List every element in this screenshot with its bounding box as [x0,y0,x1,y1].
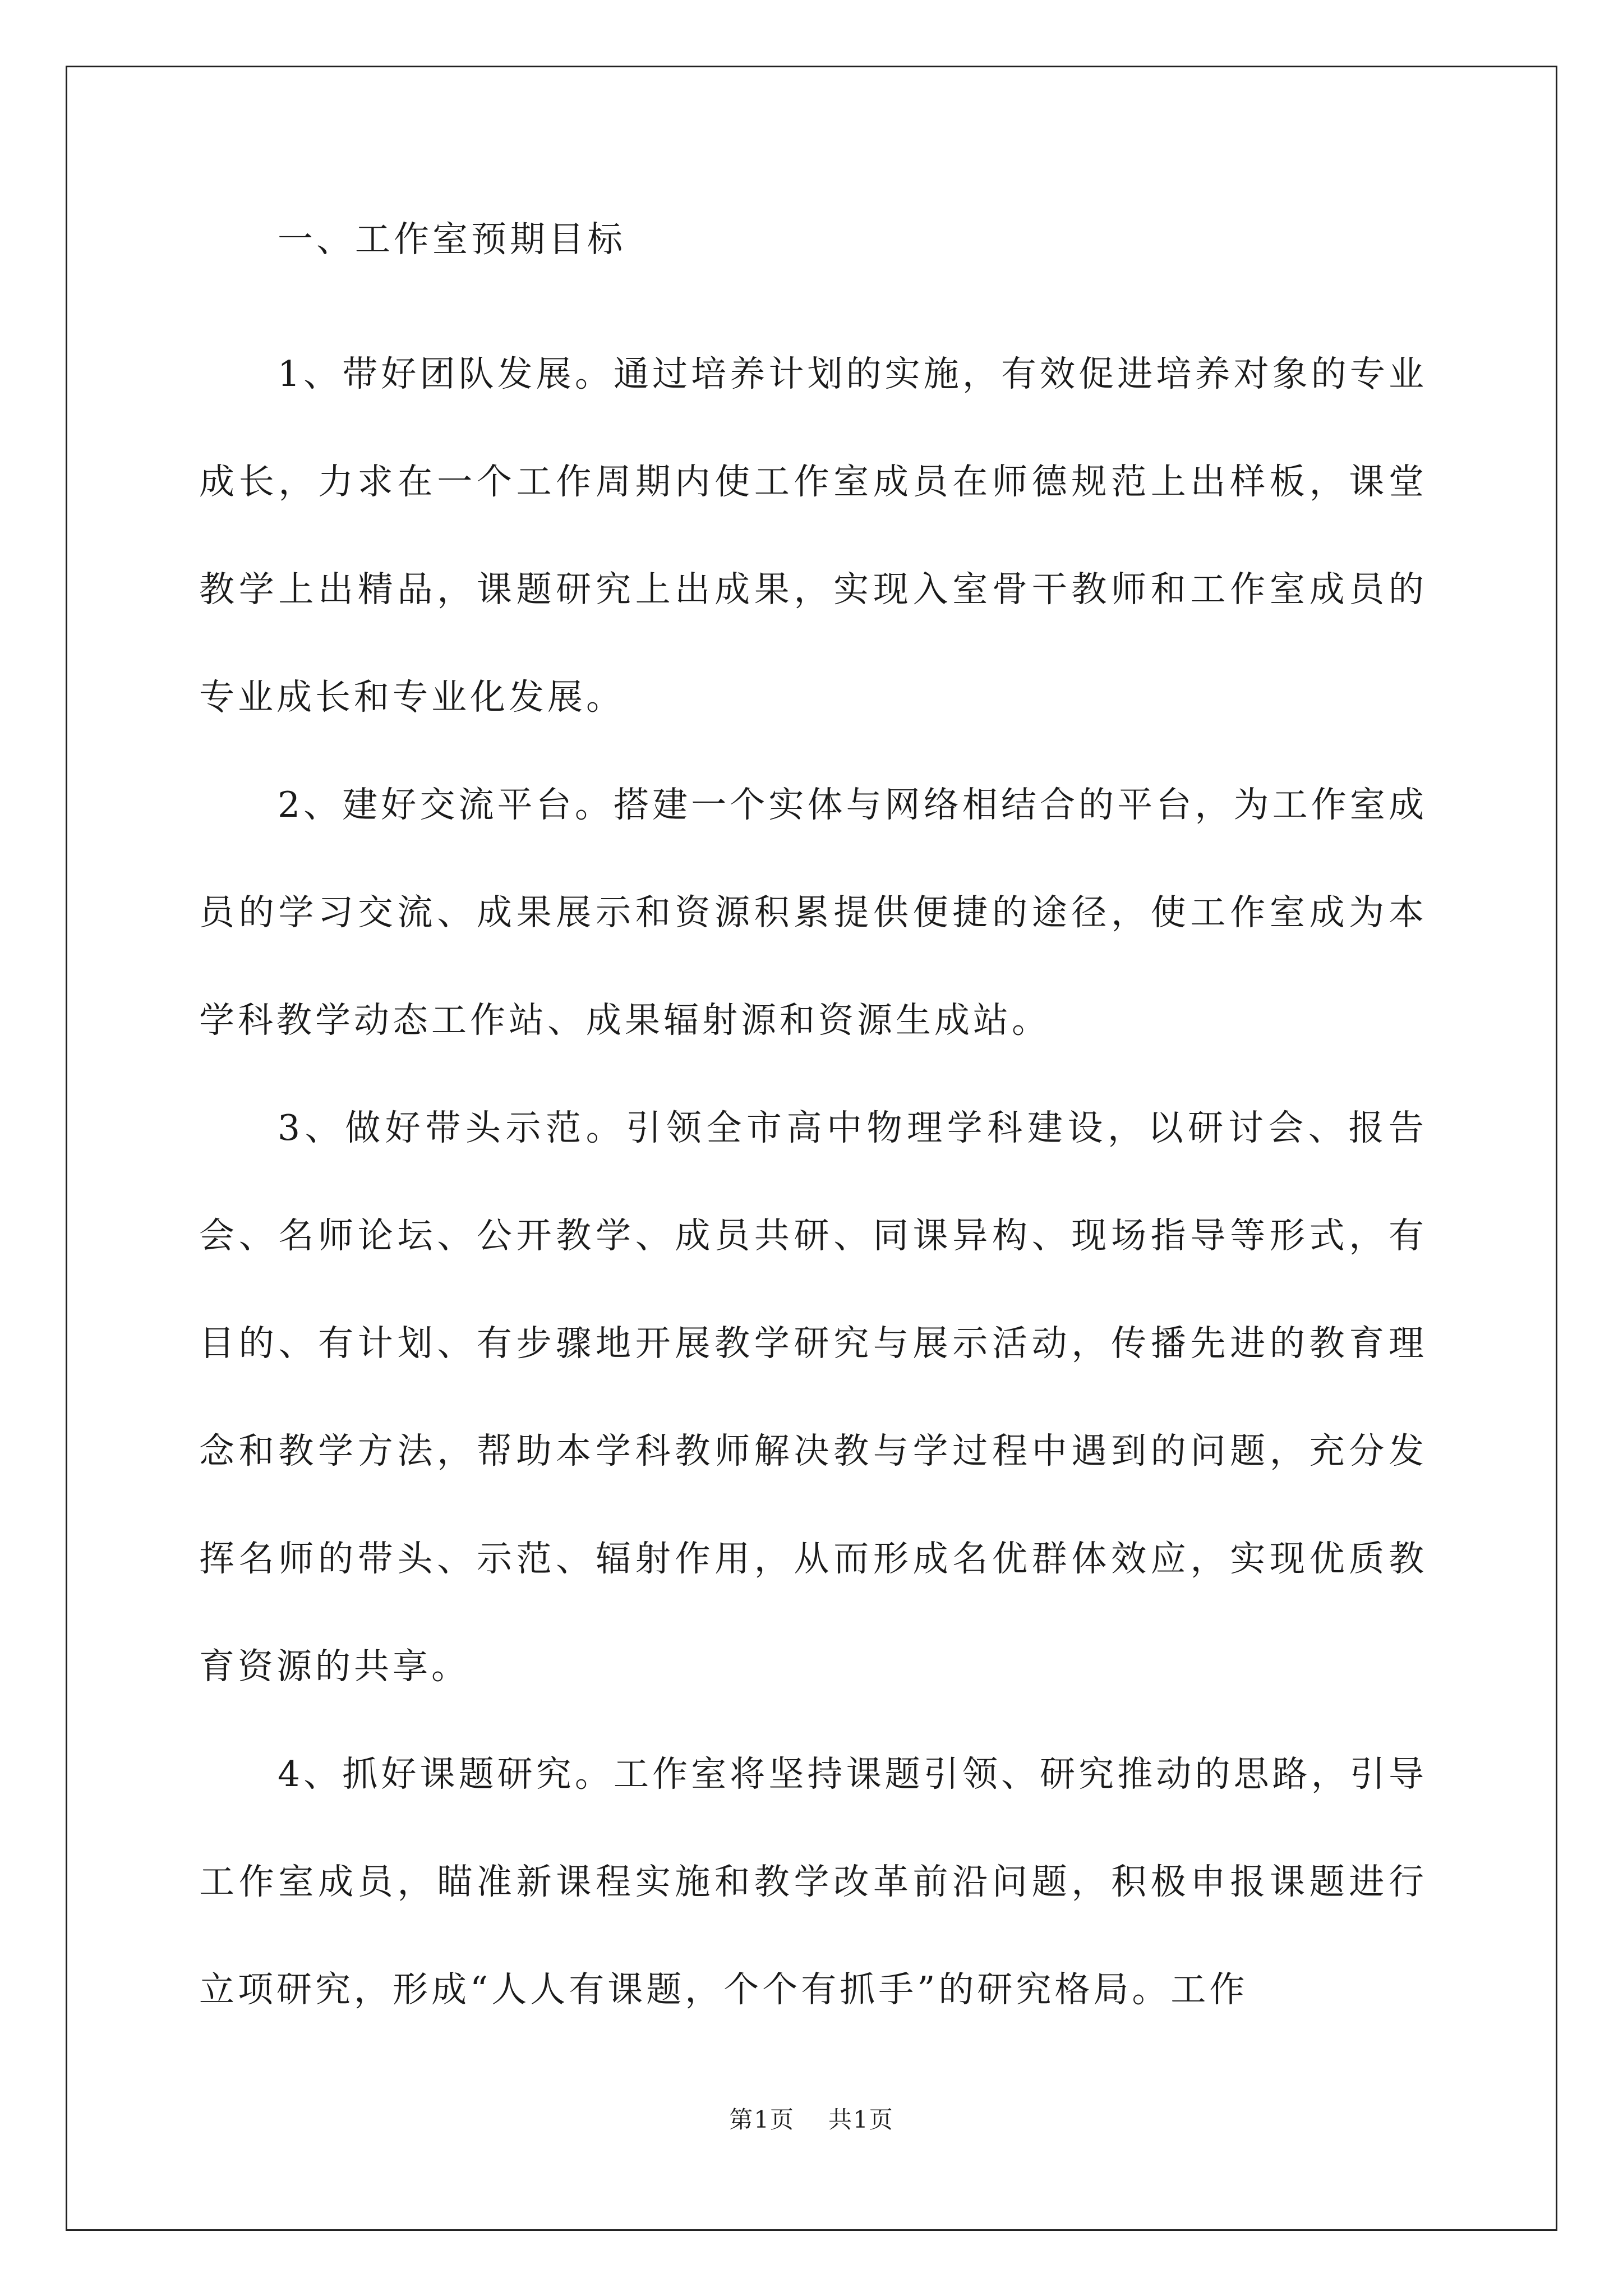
paragraph-1: 1、带好团队发展。通过培养计划的实施，有效促进培养对象的专业成长，力求在一个工作周期内使工作室成员在师德规范上出样板，课堂教学上出精品，课题研究上出成果，实现入室骨干教师和工作室成员的专业成长和专业化发展。 [199,353,1427,717]
section-heading: 一、工作室预期目标 [278,219,626,260]
paragraph-2: 2、建好交流平台。搭建一个实体与网络相结合的平台，为工作室成员的学习交流、成果展示和资源积累提供便捷的途径，使工作室成为本学科教学动态工作站、成果辐射源和资源生成站。 [199,784,1427,1041]
page-footer [0,2101,1623,2135]
page-total: 共1页 [828,2106,894,2133]
document-body [199,213,1427,2044]
page-number: 第1页 [729,2106,795,2133]
paragraph-4: 4、抓好课题研究。工作室将坚持课题引领、研究推动的思路，引导工作室成员，瞄准新课程实施和教学改革前沿问题，积极申报课题进行立项研究，形成“人人有课题，个个有抓手”的研究格局。工作 [199,1753,1427,2010]
paragraph-3: 3、做好带头示范。引领全市高中物理学科建设，以研讨会、报告会、名师论坛、公开教学、成员共研、同课异构、现场指导等形式，有目的、有计划、有步骤地开展教学研究与展示活动，传播先进的教育理念和教学方法，帮助本学科教师解决教与学过程中遇到的问题，充分发挥名师的带头、示范、辐射作用，从而形成名优群体效应，实现优质教育资源的共享。 [199,1107,1427,1687]
